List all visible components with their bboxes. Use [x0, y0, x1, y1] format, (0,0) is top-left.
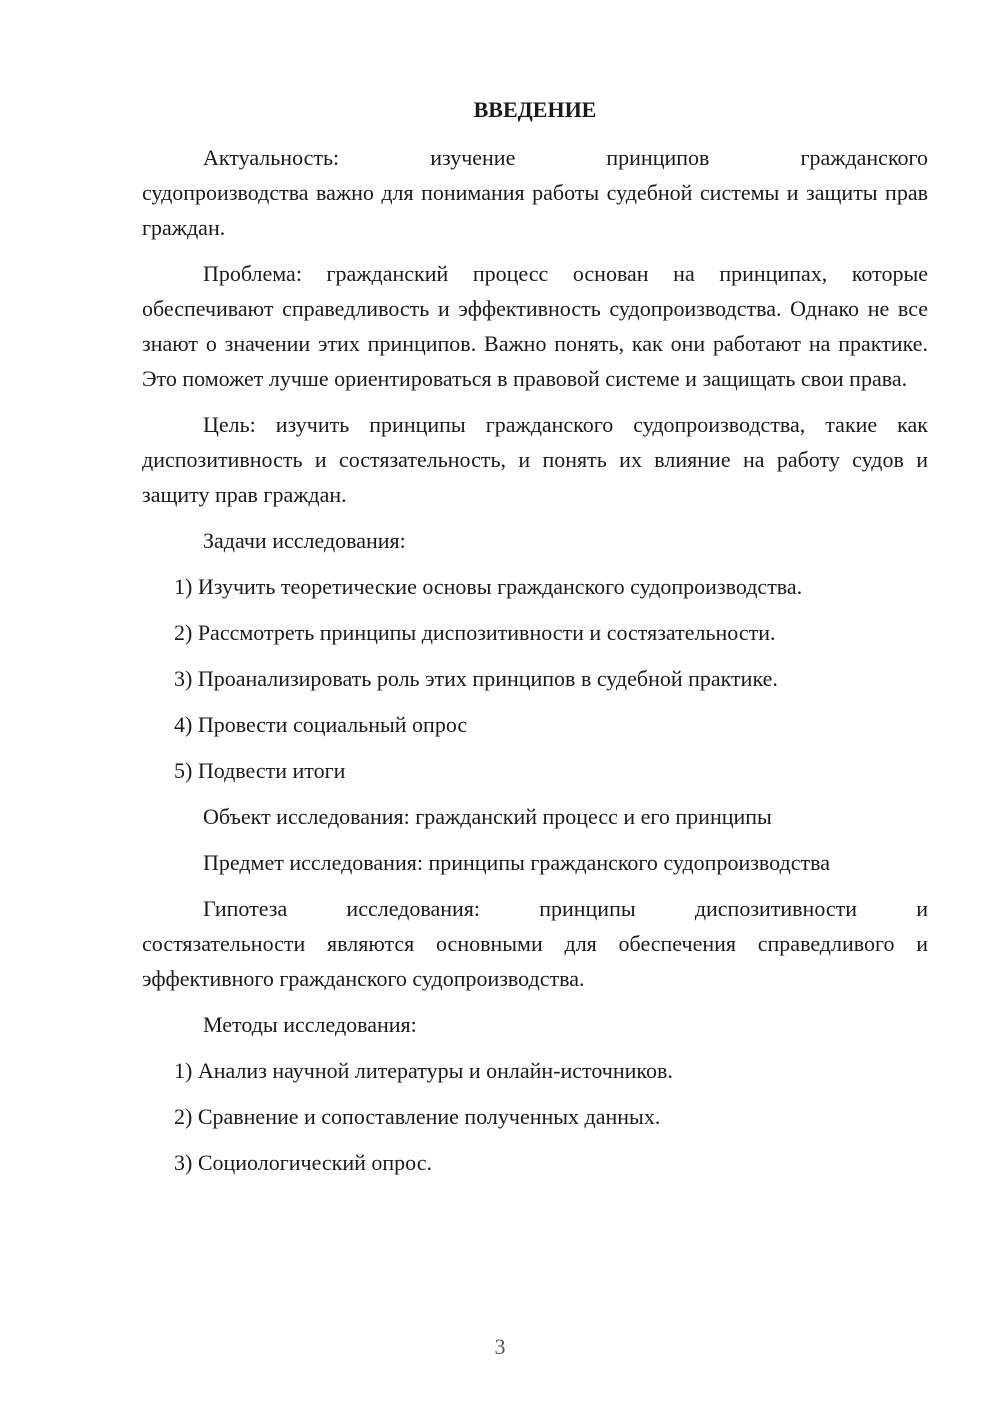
relevance-first-line: Актуальность: изучение принципов гражданского	[203, 145, 928, 170]
methods-list	[142, 1053, 928, 1180]
subject-line: Предмет исследования: принципы гражданского судопроизводства	[203, 850, 830, 875]
page-number: 3	[494, 1334, 506, 1359]
relevance-paragraph	[142, 140, 928, 245]
task-item-5: 5) Подвести итоги	[174, 758, 346, 783]
relevance-rest: судопроизводства важно для понимания работы судебной системы и защиты прав граждан.	[142, 180, 928, 240]
task-item-3: 3) Проанализировать роль этих принципов в судебной практике.	[174, 666, 778, 691]
methods-title: Методы исследования:	[203, 1012, 417, 1037]
task-item-4: 4) Провести социальный опрос	[174, 712, 468, 737]
tasks-title: Задачи исследования:	[203, 528, 406, 553]
task-item-1: 1) Изучить теоретические основы гражданского судопроизводства.	[174, 574, 803, 599]
hypothesis-rest: состязательности являются основными для обеспечения справедливого и эффективного гражданского судопроизводства.	[142, 931, 928, 991]
hypothesis-paragraph	[142, 891, 928, 996]
method-item-3: 3) Социологический опрос.	[174, 1150, 432, 1175]
hypothesis-first-line: Гипотеза исследования: принципы диспозитивности и	[203, 896, 928, 921]
task-item-2: 2) Рассмотреть принципы диспозитивности и состязательности.	[174, 620, 776, 645]
tasks-list	[142, 569, 928, 788]
object-line: Объект исследования: гражданский процесс и его принципы	[203, 804, 772, 829]
section-heading: ВВЕДЕНИЕ	[473, 97, 597, 122]
document-page	[142, 94, 928, 1191]
problem-paragraph: Проблема: гражданский процесс основан на принципах, которые обеспечивают справедливость и эффективность судопроизводства. Однако не все знают о значении этих принципов. Важно понять, как они работают на практике. Это поможет лучше ориентироваться в правовой системе и защищать свои права.	[142, 261, 928, 391]
method-item-2: 2) Сравнение и сопоставление полученных данных.	[174, 1104, 661, 1129]
goal-paragraph: Цель: изучить принципы гражданского судопроизводства, такие как диспозитивность и состязательность, и понять их влияние на работу судов и защиту прав граждан.	[142, 412, 928, 507]
method-item-1: 1) Анализ научной литературы и онлайн-источников.	[174, 1058, 673, 1083]
